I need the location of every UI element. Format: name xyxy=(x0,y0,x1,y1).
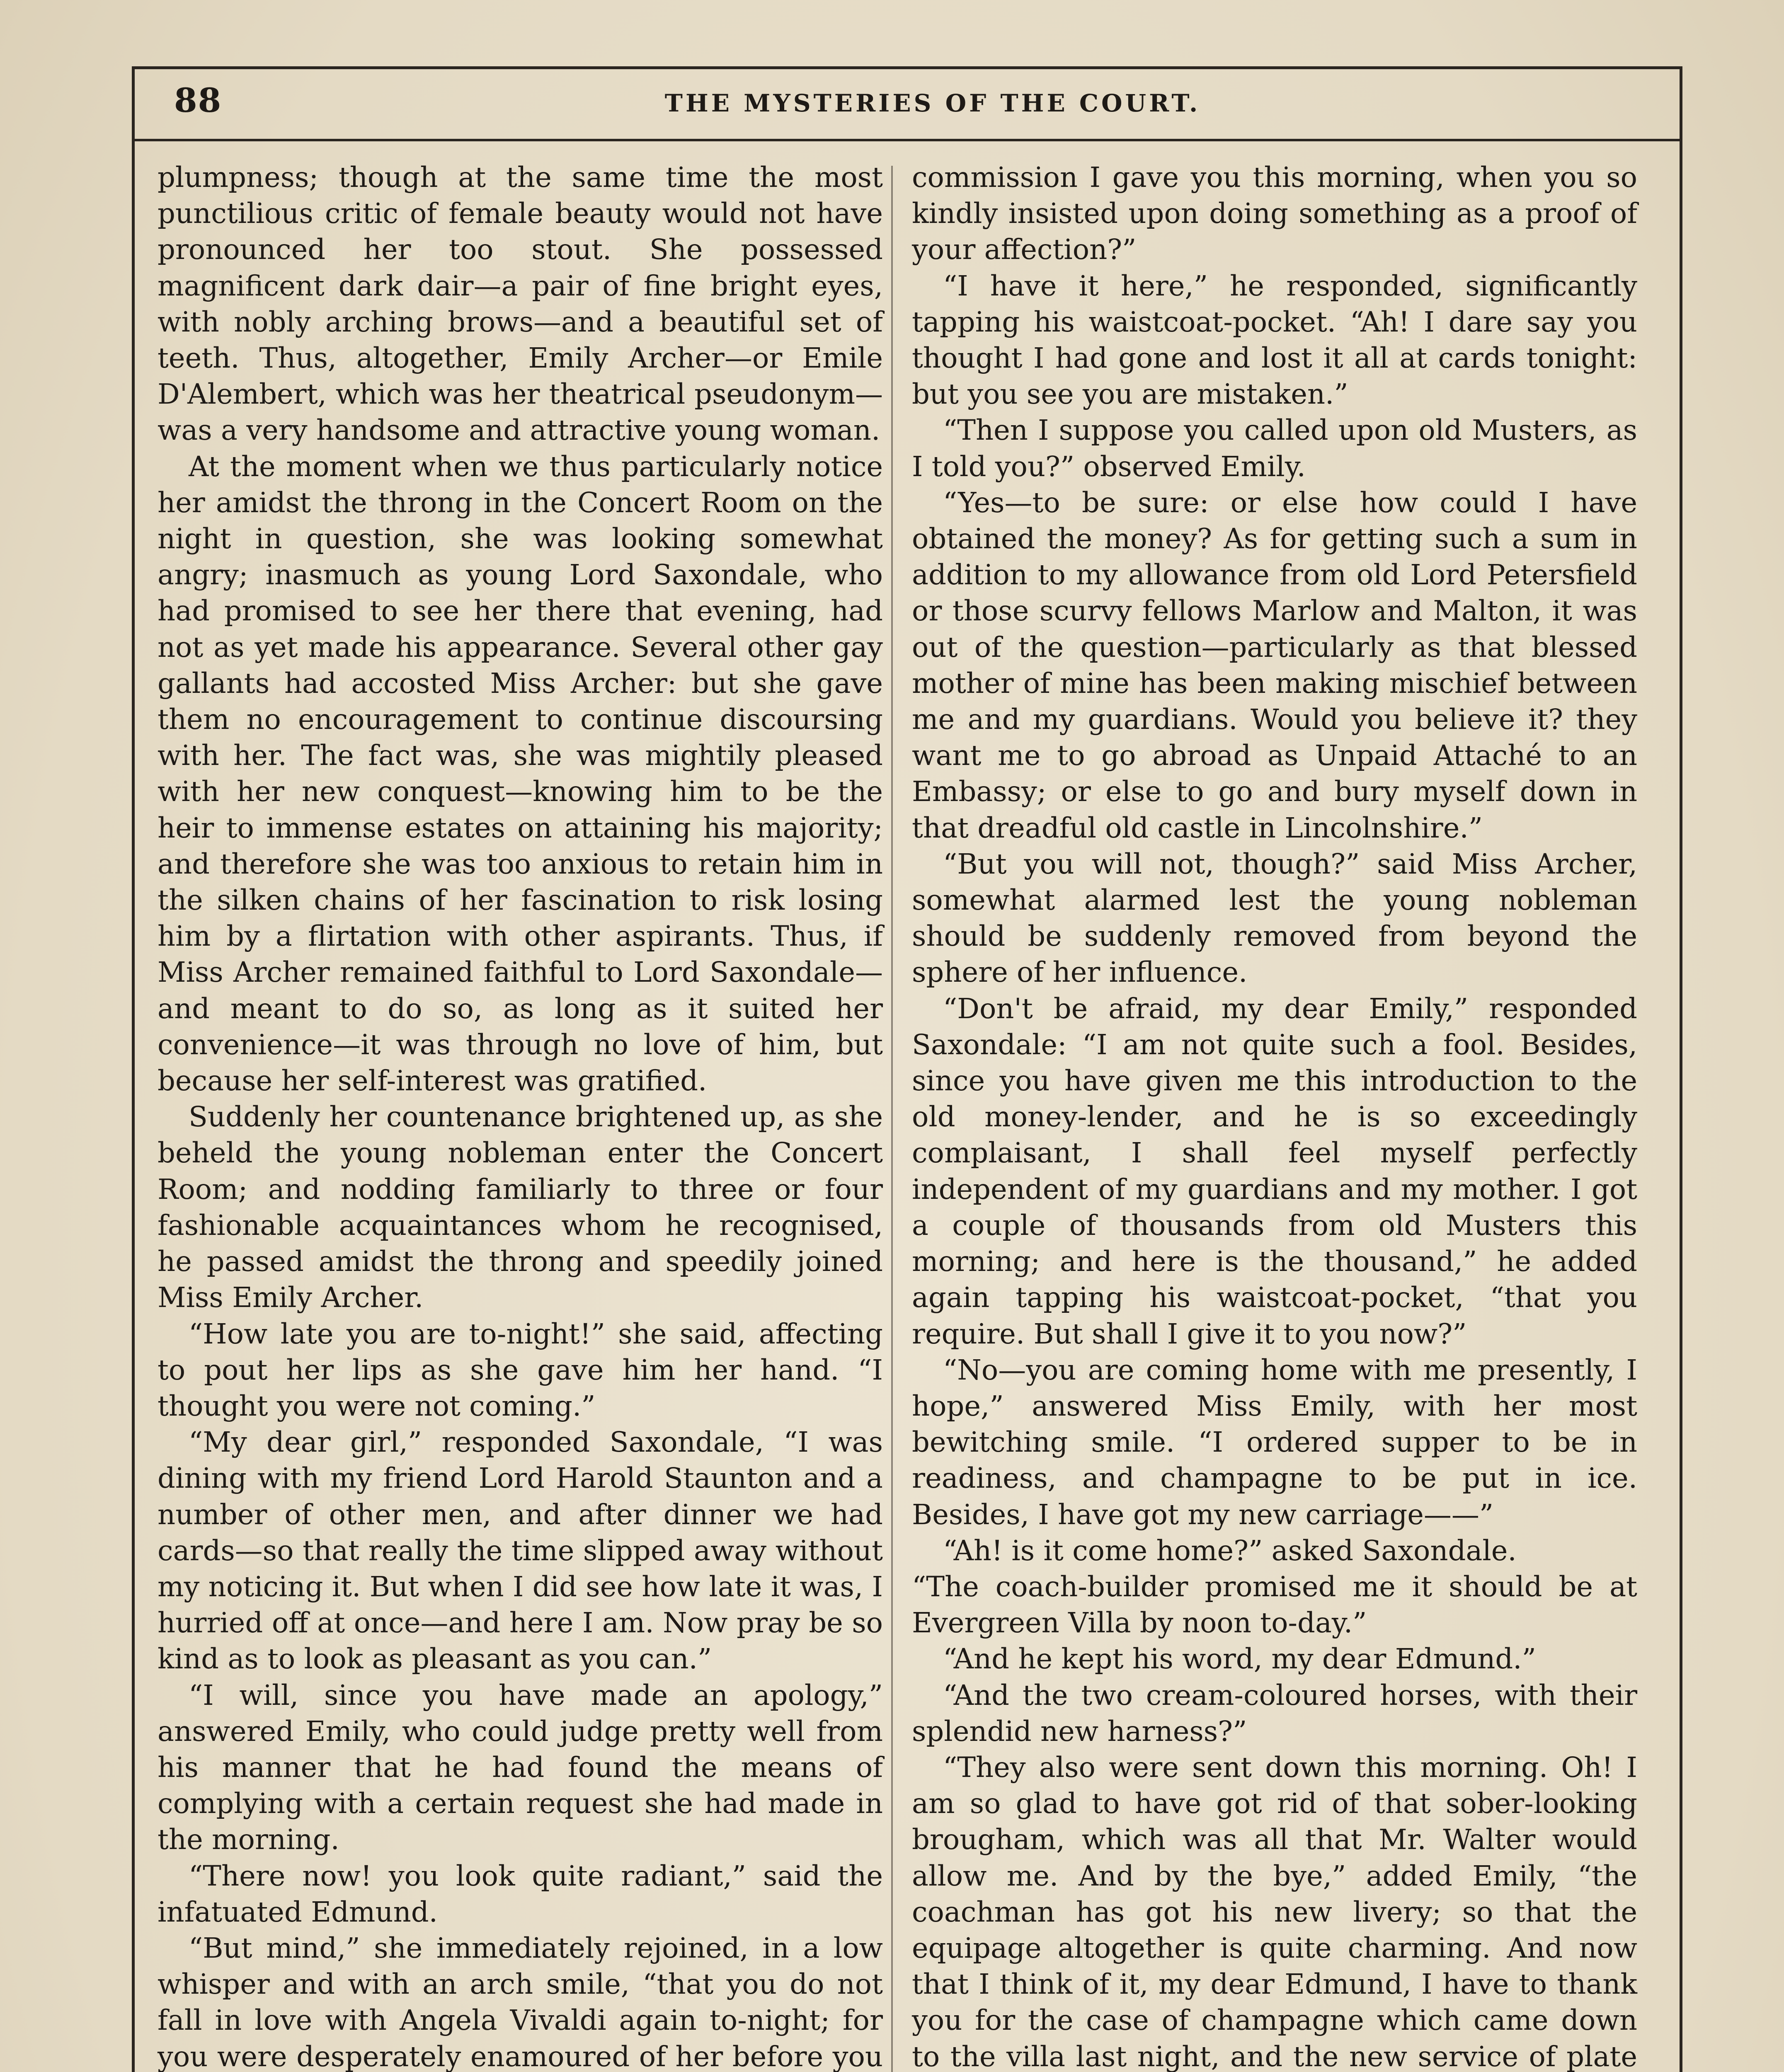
running-title: THE MYSTERIES OF THE COURT. xyxy=(664,89,1201,117)
column-divider xyxy=(891,166,893,2072)
paragraph: “My dear girl,” responded Saxondale, “I was dining with my friend Lord Harold Staunton and a number of other men, and after dinner we had cards—so that really the time slipped away without my noticing it. But when I did see how late it was, I hurried off at once—and here I am. Now pray be so kind as to look as pleasant as you can.” xyxy=(158,1426,883,1675)
header-rule xyxy=(132,139,1682,141)
paragraph: “Then I suppose you called upon old Musters, as I told you?” observed Emily. xyxy=(912,414,1637,483)
paragraph: “No—you are coming home with me presently, I hope,” answered Miss Emily, with her most bewitching smile. “I ordered supper to be in readiness, and champagne to be put in ice. Besides, I have got my new carriage——” xyxy=(912,1353,1637,1531)
right-border xyxy=(1680,66,1682,2072)
paragraph: commission I gave you this morning, when you so kindly insisted upon doing something as a proof of your affection?” xyxy=(912,161,1637,266)
paragraph: “How late you are to-night!” she said, affecting to pout her lips as she gave him her hand. “I thought you were not coming.” xyxy=(158,1317,883,1422)
paragraph: “But you will not, though?” said Miss Archer, somewhat alarmed lest the young nobleman should be suddenly removed from beyond the sphere of her influence. xyxy=(912,847,1637,989)
left-border xyxy=(132,66,135,2072)
page-number: 88 xyxy=(174,81,222,120)
paragraph: plumpness; though at the same time the most punctilious critic of female beauty would not have pronounced her too stout. She possessed magnificent dark dair—a pair of fine bright eyes, with nobly arching brows—and a beautiful set of teeth. Thus, altogether, Emily Archer—or Emile D'Alembert, which was her theatrical pseudonym—was a very handsome and attractive young woman. xyxy=(158,161,883,447)
paragraph: “I will, since you have made an apology,” answered Emily, who could judge pretty well from his manner that he had found the means of complying with a certain request she had made in the morning. xyxy=(158,1679,883,1856)
paragraph: “I have it here,” he responded, significantly tapping his waistcoat-pocket. “Ah! I dare say you thought I had gone and lost it all at cards tonight: but you see you are mistaken.” xyxy=(912,269,1637,411)
text-column-left xyxy=(158,160,883,2072)
paragraph: “Ah! is it come home?” asked Saxondale. xyxy=(943,1534,1517,1567)
paragraph: “Yes—to be sure: or else how could I have obtained the money? As for getting such a sum in addition to my allowance from old Lord Petersfield or those scurvy fellows Marlow and Malton, it was out of the question—particularly as that blessed mother of mine has been making mischief between me and my guardians. Would you believe it? they want me to go abroad as Unpaid Attaché to an Embassy; or else to go and bury myself down in that dreadful old castle in Lincolnshire.” xyxy=(912,486,1637,844)
text-column-right xyxy=(912,160,1637,2072)
paragraph: “They also were sent down this morning. Oh! I am so glad to have got rid of that sober-looking brougham, which was all that Mr. Walter would allow me. And by the bye,” added Emily, “the coachman has got his new livery; so that the equipage altogether is quite charming. And now that I think of it, my dear Edmund, I have to thank you for the case of champagne which came down to the villa last night, and the new service of plate xyxy=(912,1751,1637,2072)
paragraph: At the moment when we thus particularly notice her amidst the throng in the Concert Room on the night in question, she was looking somewhat angry; inasmuch as young Lord Saxondale, who had promised to see her there that evening, had not as yet made his appearance. Several other gay gallants had accosted Miss Archer: but she gave them no encouragement to continue discoursing with her. The fact was, she was mightily pleased with her new conquest—knowing him to be the heir to immense estates on attaining his majority; and therefore she was too anxious to retain him in the silken chains of her fascination to risk losing him by a flirtation with other aspirants. Thus, if Miss Archer remained faithful to Lord Saxondale—and meant to do so, as long as it suited her convenience—it was through no love of him, but because her self-interest was gratified. xyxy=(158,450,883,1097)
paragraph: “And the two cream-coloured horses, with their splendid new harness?” xyxy=(912,1679,1637,1748)
paragraph: Suddenly her countenance brightened up, as she beheld the young nobleman enter the Concert Room; and nodding familiarly to three or four fashionable acquaintances whom he recognised, he passed amidst the throng and speedily joined Miss Emily Archer. xyxy=(158,1101,883,1314)
paragraph: “And he kept his word, my dear Edmund.” xyxy=(943,1643,1536,1675)
paragraph: “Don't be afraid, my dear Emily,” responded Saxondale: “I am not quite such a fool. Besides, since you have given me this introduction to the old money-lender, and he is so exceedingly complaisant, I shall feel myself perfectly independent of my guardians and my mother. I got a couple of thousands from old Musters this morning; and here is the thousand,” he added again tapping his waistcoat-pocket, “that you require. But shall I give it to you now?” xyxy=(912,992,1637,1350)
paragraph: “But mind,” she immediately rejoined, in a low whisper and with an arch smile, “that you do not fall in love with Angela Vivaldi again to-night; for you were desperately enamoured of her before you xyxy=(158,1932,883,2072)
paragraph: “The coach-builder promised me it should be at Evergreen Villa by noon to-day.” xyxy=(912,1570,1637,1639)
top-rule xyxy=(132,66,1682,69)
paragraph: “There now! you look quite radiant,” said the infatuated Edmund. xyxy=(158,1859,883,1928)
